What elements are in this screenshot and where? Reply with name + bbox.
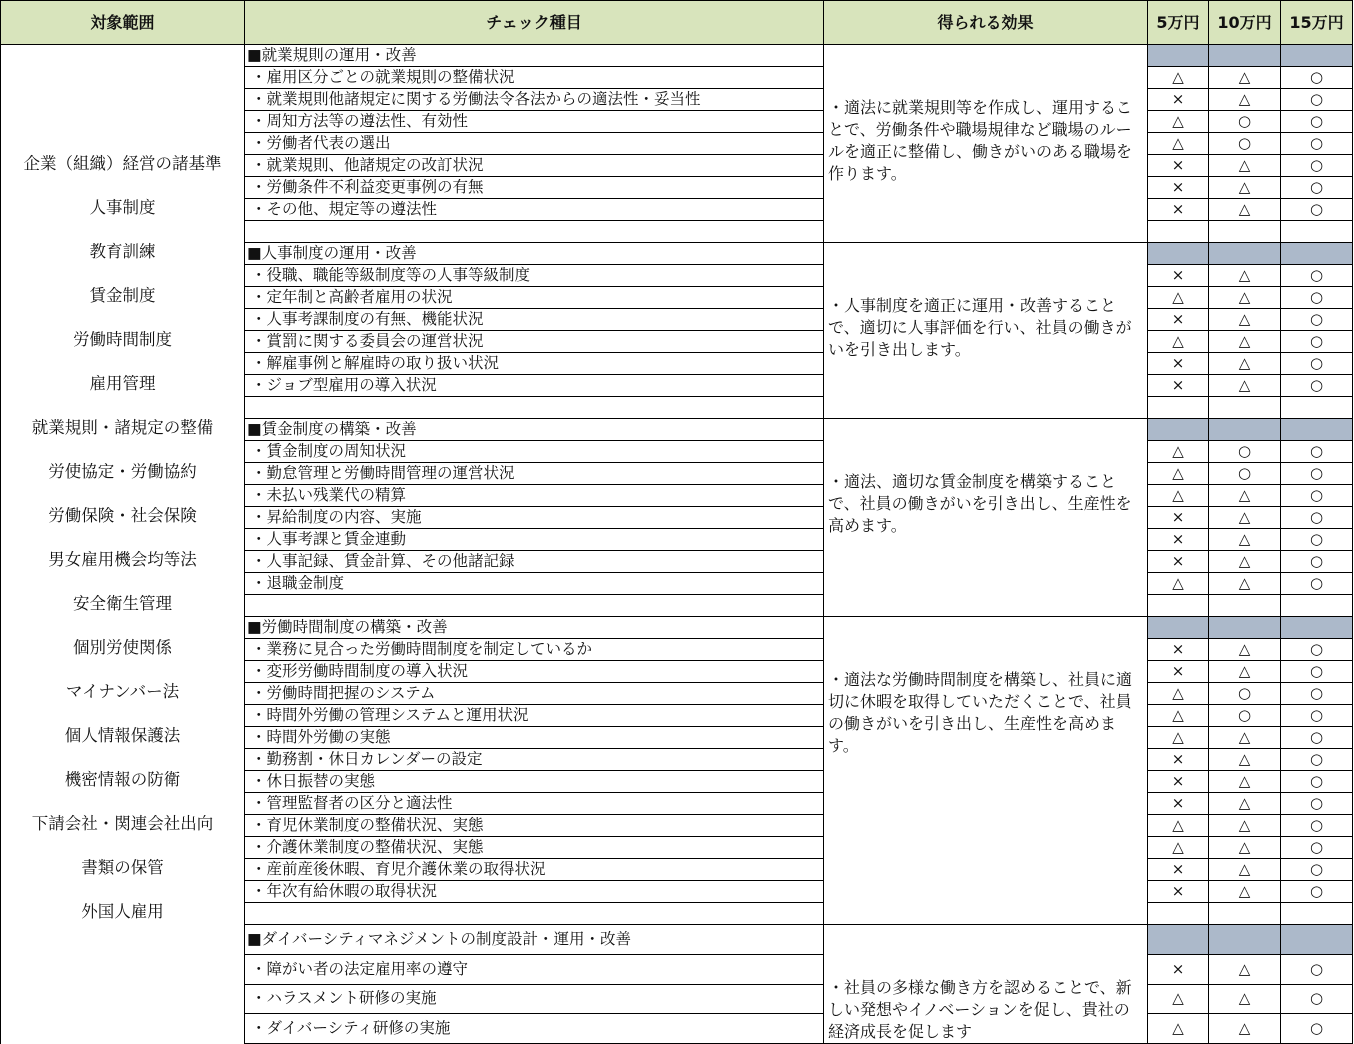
mark-price-10: △ [1209, 771, 1281, 793]
mark-price-10: ○ [1209, 133, 1281, 155]
check-item-label: ・ハラスメント研修の実施 [245, 984, 824, 1014]
mark-price-15: ○ [1281, 639, 1353, 661]
section-title: ■就業規則の運用・改善 [245, 45, 824, 67]
scope-item: 男女雇用機会均等法 [48, 550, 197, 569]
check-item-label: ・労働条件不利益変更事例の有無 [245, 177, 824, 199]
mark-price-5: △ [1148, 1014, 1209, 1044]
mark-price-15: ○ [1281, 661, 1353, 683]
section-title-row [1, 45, 1353, 67]
mark-price-5: △ [1148, 67, 1209, 89]
check-item-label: ・ジョブ型雇用の導入状況 [245, 375, 824, 397]
check-item-label: ・業務に見合った労働時間制度を制定しているか [245, 639, 824, 661]
check-item-label: ・退職金制度 [245, 573, 824, 595]
mark-price-10: △ [1209, 265, 1281, 287]
mark-price-15: ○ [1281, 485, 1353, 507]
mark-price-15: ○ [1281, 793, 1353, 815]
mark-price-10: △ [1209, 815, 1281, 837]
mark-price-15: ○ [1281, 375, 1353, 397]
section-title: ■労働時間制度の構築・改善 [245, 617, 824, 639]
mark-price-10: △ [1209, 661, 1281, 683]
mark-price-10: △ [1209, 727, 1281, 749]
section-header-cell [1209, 617, 1281, 639]
mark-price-15: ○ [1281, 463, 1353, 485]
mark-price-5: × [1148, 177, 1209, 199]
mark-price-5: △ [1148, 727, 1209, 749]
mark-price-5: △ [1148, 705, 1209, 727]
mark-price-10: ○ [1209, 705, 1281, 727]
check-item-label: ・役職、職能等級制度等の人事等級制度 [245, 265, 824, 287]
header-scope: 対象範囲 [1, 1, 245, 45]
header-price-5: 5万円 [1148, 1, 1209, 45]
section-header-cell [1209, 925, 1281, 955]
mark-price-10: △ [1209, 287, 1281, 309]
blank-cell [1209, 397, 1281, 419]
mark-price-5: × [1148, 353, 1209, 375]
mark-price-10: △ [1209, 155, 1281, 177]
mark-price-10: △ [1209, 881, 1281, 903]
mark-price-15: ○ [1281, 309, 1353, 331]
mark-price-15: ○ [1281, 954, 1353, 984]
mark-price-10: △ [1209, 353, 1281, 375]
mark-price-10: △ [1209, 859, 1281, 881]
mark-price-5: × [1148, 639, 1209, 661]
mark-price-15: ○ [1281, 837, 1353, 859]
mark-price-10: △ [1209, 507, 1281, 529]
scope-item: 個別労使関係 [73, 638, 172, 657]
check-item-label: ・労働時間把握のシステム [245, 683, 824, 705]
mark-price-10: ○ [1209, 463, 1281, 485]
mark-price-15: ○ [1281, 529, 1353, 551]
mark-price-5: × [1148, 771, 1209, 793]
mark-price-10: △ [1209, 1014, 1281, 1044]
header-price-15: 15万円 [1281, 1, 1353, 45]
scope-item: 労働時間制度 [73, 330, 172, 349]
section-header-cell [1281, 617, 1353, 639]
mark-price-5: △ [1148, 111, 1209, 133]
mark-price-5: × [1148, 375, 1209, 397]
blank-cell [245, 221, 824, 243]
mark-price-5: △ [1148, 815, 1209, 837]
check-item-label: ・賃金制度の周知状況 [245, 441, 824, 463]
section-effect: ・社員の多様な働き方を認めることで、新しい発想やイノベーションを促し、貴社の経済成長を促します [824, 925, 1148, 1044]
mark-price-15: ○ [1281, 177, 1353, 199]
mark-price-10: △ [1209, 529, 1281, 551]
section-effect: ・適法、適切な賃金制度を構築することで、社員の働きがいを引き出し、生産性を高めます。 [824, 419, 1148, 617]
mark-price-5: × [1148, 89, 1209, 111]
blank-cell [1209, 595, 1281, 617]
mark-price-10: △ [1209, 551, 1281, 573]
section-title: ■人事制度の運用・改善 [245, 243, 824, 265]
scope-item: 就業規則・諸規定の整備 [31, 418, 214, 437]
mark-price-5: × [1148, 954, 1209, 984]
mark-price-5: × [1148, 881, 1209, 903]
scope-item: 雇用管理 [89, 374, 156, 393]
check-item-label: ・勤務割・休日カレンダーの設定 [245, 749, 824, 771]
mark-price-15: ○ [1281, 1014, 1353, 1044]
blank-cell [245, 903, 824, 925]
mark-price-5: △ [1148, 573, 1209, 595]
mark-price-10: △ [1209, 331, 1281, 353]
blank-cell [245, 397, 824, 419]
check-item-label: ・労働者代表の選出 [245, 133, 824, 155]
check-item-label: ・人事考課と賃金連動 [245, 529, 824, 551]
check-item-label: ・定年制と高齢者雇用の状況 [245, 287, 824, 309]
mark-price-10: △ [1209, 573, 1281, 595]
mark-price-15: ○ [1281, 155, 1353, 177]
mark-price-10: △ [1209, 984, 1281, 1014]
blank-cell [1281, 397, 1353, 419]
scope-item: 賃金制度 [89, 286, 156, 305]
section-header-cell [1148, 925, 1209, 955]
check-item-label: ・ダイバーシティ研修の実施 [245, 1014, 824, 1044]
mark-price-10: ○ [1209, 111, 1281, 133]
check-item-label: ・人事考課制度の有無、機能状況 [245, 309, 824, 331]
section-effect: ・適法に就業規則等を作成し、運用することで、労働条件や職場規律など職場のルールを適正に整備し、働きがいのある職場を作ります。 [824, 45, 1148, 243]
mark-price-5: △ [1148, 463, 1209, 485]
check-item-label: ・産前産後休暇、育児介護休業の取得状況 [245, 859, 824, 881]
blank-cell [1209, 903, 1281, 925]
scope-item: 労使協定・労働協約 [48, 462, 197, 481]
mark-price-10: △ [1209, 485, 1281, 507]
header-effect: 得られる効果 [824, 1, 1148, 45]
mark-price-10: △ [1209, 954, 1281, 984]
mark-price-5: △ [1148, 837, 1209, 859]
check-item-label: ・未払い残業代の精算 [245, 485, 824, 507]
header-items: チェック種目 [245, 1, 824, 45]
check-item-label: ・勤怠管理と労働時間管理の運営状況 [245, 463, 824, 485]
scope-item: 安全衛生管理 [73, 594, 172, 613]
mark-price-15: ○ [1281, 749, 1353, 771]
check-item-label: ・管理監督者の区分と適法性 [245, 793, 824, 815]
check-item-label: ・就業規則、他諸規定の改訂状況 [245, 155, 824, 177]
mark-price-15: ○ [1281, 331, 1353, 353]
check-item-label: ・周知方法等の遵法性、有効性 [245, 111, 824, 133]
section-header-cell [1281, 419, 1353, 441]
mark-price-10: △ [1209, 199, 1281, 221]
scope-item: 機密情報の防衛 [64, 770, 181, 789]
mark-price-5: × [1148, 155, 1209, 177]
section-header-cell [1209, 243, 1281, 265]
mark-price-5: × [1148, 309, 1209, 331]
blank-cell [1209, 221, 1281, 243]
mark-price-10: ○ [1209, 683, 1281, 705]
mark-price-5: △ [1148, 441, 1209, 463]
check-item-label: ・昇給制度の内容、実施 [245, 507, 824, 529]
section-effect: ・適法な労働時間制度を構築し、社員に適切に休暇を取得していただくことで、社員の働きがいを引き出し、生産性を高めます。 [824, 617, 1148, 925]
blank-cell [1281, 903, 1353, 925]
check-item-label: ・時間外労働の管理システムと運用状況 [245, 705, 824, 727]
header-price-10: 10万円 [1209, 1, 1281, 45]
section-header-cell [1281, 925, 1353, 955]
check-item-label: ・雇用区分ごとの就業規則の整備状況 [245, 67, 824, 89]
section-header-cell [1148, 419, 1209, 441]
check-item-label: ・人事記録、賃金計算、その他諸記録 [245, 551, 824, 573]
section-title: ■賃金制度の構築・改善 [245, 419, 824, 441]
mark-price-5: △ [1148, 133, 1209, 155]
mark-price-10: △ [1209, 837, 1281, 859]
mark-price-15: ○ [1281, 573, 1353, 595]
mark-price-10: △ [1209, 89, 1281, 111]
mark-price-5: △ [1148, 984, 1209, 1014]
mark-price-15: ○ [1281, 771, 1353, 793]
blank-cell [1148, 221, 1209, 243]
scope-item: 労働保険・社会保険 [48, 506, 197, 525]
section-header-cell [1148, 243, 1209, 265]
blank-cell [1281, 595, 1353, 617]
check-item-label: ・時間外労働の実態 [245, 727, 824, 749]
scope-item: 人事制度 [89, 198, 156, 217]
mark-price-5: × [1148, 859, 1209, 881]
mark-price-15: ○ [1281, 727, 1353, 749]
scope-item: 外国人雇用 [81, 902, 164, 921]
blank-cell [1148, 903, 1209, 925]
mark-price-5: × [1148, 199, 1209, 221]
blank-cell [245, 595, 824, 617]
blank-cell [1148, 397, 1209, 419]
mark-price-15: ○ [1281, 881, 1353, 903]
mark-price-10: △ [1209, 639, 1281, 661]
mark-price-5: × [1148, 265, 1209, 287]
mark-price-15: ○ [1281, 441, 1353, 463]
section-header-cell [1148, 617, 1209, 639]
section-effect: ・人事制度を適正に運用・改善することで、適切に人事評価を行い、社員の働きがいを引き出します。 [824, 243, 1148, 419]
section-header-cell [1209, 419, 1281, 441]
mark-price-15: ○ [1281, 287, 1353, 309]
blank-cell [1148, 595, 1209, 617]
section-header-cell [1281, 45, 1353, 67]
mark-price-15: ○ [1281, 984, 1353, 1014]
mark-price-5: × [1148, 507, 1209, 529]
mark-price-10: △ [1209, 177, 1281, 199]
section-header-cell [1148, 45, 1209, 67]
mark-price-5: × [1148, 661, 1209, 683]
mark-price-15: ○ [1281, 111, 1353, 133]
section-title: ■ダイバーシティマネジメントの制度設計・運用・改善 [245, 925, 824, 955]
mark-price-15: ○ [1281, 815, 1353, 837]
check-item-label: ・介護休業制度の整備状況、実態 [245, 837, 824, 859]
mark-price-15: ○ [1281, 265, 1353, 287]
mark-price-15: ○ [1281, 507, 1353, 529]
check-item-label: ・その他、規定等の遵法性 [245, 199, 824, 221]
section-header-cell [1281, 243, 1353, 265]
mark-price-10: △ [1209, 309, 1281, 331]
check-item-label: ・賞罰に関する委員会の運営状況 [245, 331, 824, 353]
check-item-label: ・年次有給休暇の取得状況 [245, 881, 824, 903]
mark-price-5: × [1148, 551, 1209, 573]
mark-price-15: ○ [1281, 683, 1353, 705]
mark-price-5: △ [1148, 485, 1209, 507]
section-header-cell [1209, 45, 1281, 67]
mark-price-15: ○ [1281, 353, 1353, 375]
mark-price-15: ○ [1281, 859, 1353, 881]
check-item-label: ・休日振替の実態 [245, 771, 824, 793]
mark-price-5: × [1148, 529, 1209, 551]
mark-price-15: ○ [1281, 705, 1353, 727]
mark-price-15: ○ [1281, 199, 1353, 221]
mark-price-15: ○ [1281, 133, 1353, 155]
mark-price-5: △ [1148, 683, 1209, 705]
scope-item: 個人情報保護法 [64, 726, 181, 745]
check-item-label: ・障がい者の法定雇用率の遵守 [245, 954, 824, 984]
scope-list [1, 45, 245, 1044]
scope-item: 企業（組織）経営の諸基準 [23, 154, 222, 173]
mark-price-5: × [1148, 749, 1209, 771]
mark-price-15: ○ [1281, 551, 1353, 573]
check-item-label: ・変形労働時間制度の導入状況 [245, 661, 824, 683]
check-item-label: ・就業規則他諸規定に関する労働法令各法からの適法性・妥当性 [245, 89, 824, 111]
check-item-label: ・育児休業制度の整備状況、実態 [245, 815, 824, 837]
mark-price-15: ○ [1281, 67, 1353, 89]
mark-price-5: △ [1148, 331, 1209, 353]
scope-item: 下請会社・関連会社出向 [31, 814, 214, 833]
mark-price-10: △ [1209, 749, 1281, 771]
blank-cell [1281, 221, 1353, 243]
check-item-label: ・解雇事例と解雇時の取り扱い状況 [245, 353, 824, 375]
scope-item: マイナンバー法 [65, 682, 180, 701]
mark-price-15: ○ [1281, 89, 1353, 111]
mark-price-10: ○ [1209, 441, 1281, 463]
mark-price-5: △ [1148, 287, 1209, 309]
scope-item: 教育訓練 [89, 242, 156, 261]
scope-item: 書類の保管 [81, 858, 164, 877]
mark-price-10: △ [1209, 375, 1281, 397]
mark-price-5: × [1148, 793, 1209, 815]
mark-price-10: △ [1209, 67, 1281, 89]
header-row [1, 1, 1353, 45]
mark-price-10: △ [1209, 793, 1281, 815]
